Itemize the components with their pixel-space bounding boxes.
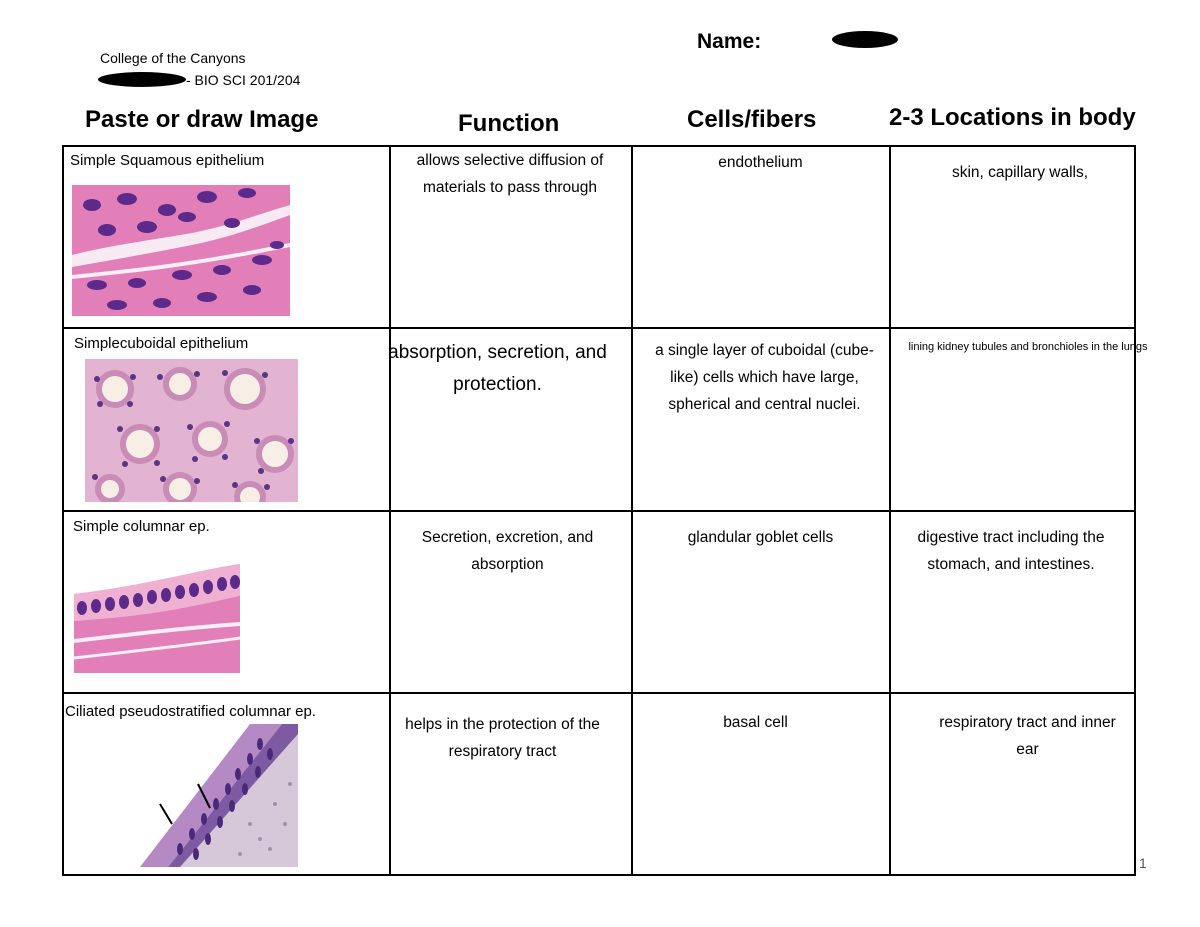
row-1-locations: skin, capillary walls, xyxy=(951,164,1089,181)
row-2-tissue-name: Simplecuboidal epithelium xyxy=(74,335,249,352)
course-label: - BIO SCI 201/204 xyxy=(186,72,301,88)
simple-columnar-micrograph xyxy=(74,546,240,673)
row-1-tissue-name: Simple Squamous epithelium xyxy=(70,152,265,169)
row-4-cells: basal cell xyxy=(723,714,788,731)
name-label: Name: xyxy=(697,30,762,53)
column-header-function: Function xyxy=(458,110,560,137)
row-3-tissue-name: Simple columnar ep. xyxy=(73,518,210,535)
redacted-name xyxy=(832,31,898,48)
redacted-course-prefix xyxy=(98,72,186,87)
row-1-cells: endothelium xyxy=(718,154,803,171)
row-2-cells: a single layer of cuboidal (cube-like) cells which have large, spherical and central nuclei. xyxy=(655,342,874,413)
page-number: 1 xyxy=(1139,855,1147,871)
pseudostratified-micrograph xyxy=(110,724,298,867)
simple-squamous-micrograph xyxy=(72,185,290,316)
row-2-locations: lining kidney tubules and bronchioles in the lungs xyxy=(908,341,1148,353)
row-2-function: absorption, secretion, and protection. xyxy=(388,342,607,395)
row-1-function: allows selective diffusion of materials to pass through xyxy=(416,152,604,196)
simple-cuboidal-micrograph xyxy=(85,359,298,502)
row-3-locations: digestive tract including the stomach, and intestines. xyxy=(917,529,1105,573)
column-header-image: Paste or draw Image xyxy=(85,106,319,133)
row-3-cells: glandular goblet cells xyxy=(687,529,834,546)
row-3-function: Secretion, excretion, and absorption xyxy=(421,529,594,573)
college-name: College of the Canyons xyxy=(100,50,246,66)
row-4-locations: respiratory tract and inner ear xyxy=(939,714,1116,758)
column-header-cells: Cells/fibers xyxy=(687,106,817,133)
row-4-function: helps in the protection of the respiratory tract xyxy=(405,716,600,760)
row-4-tissue-name: Ciliated pseudostratified columnar ep. xyxy=(65,703,316,720)
column-header-locations: 2-3 Locations in body xyxy=(889,104,1136,131)
